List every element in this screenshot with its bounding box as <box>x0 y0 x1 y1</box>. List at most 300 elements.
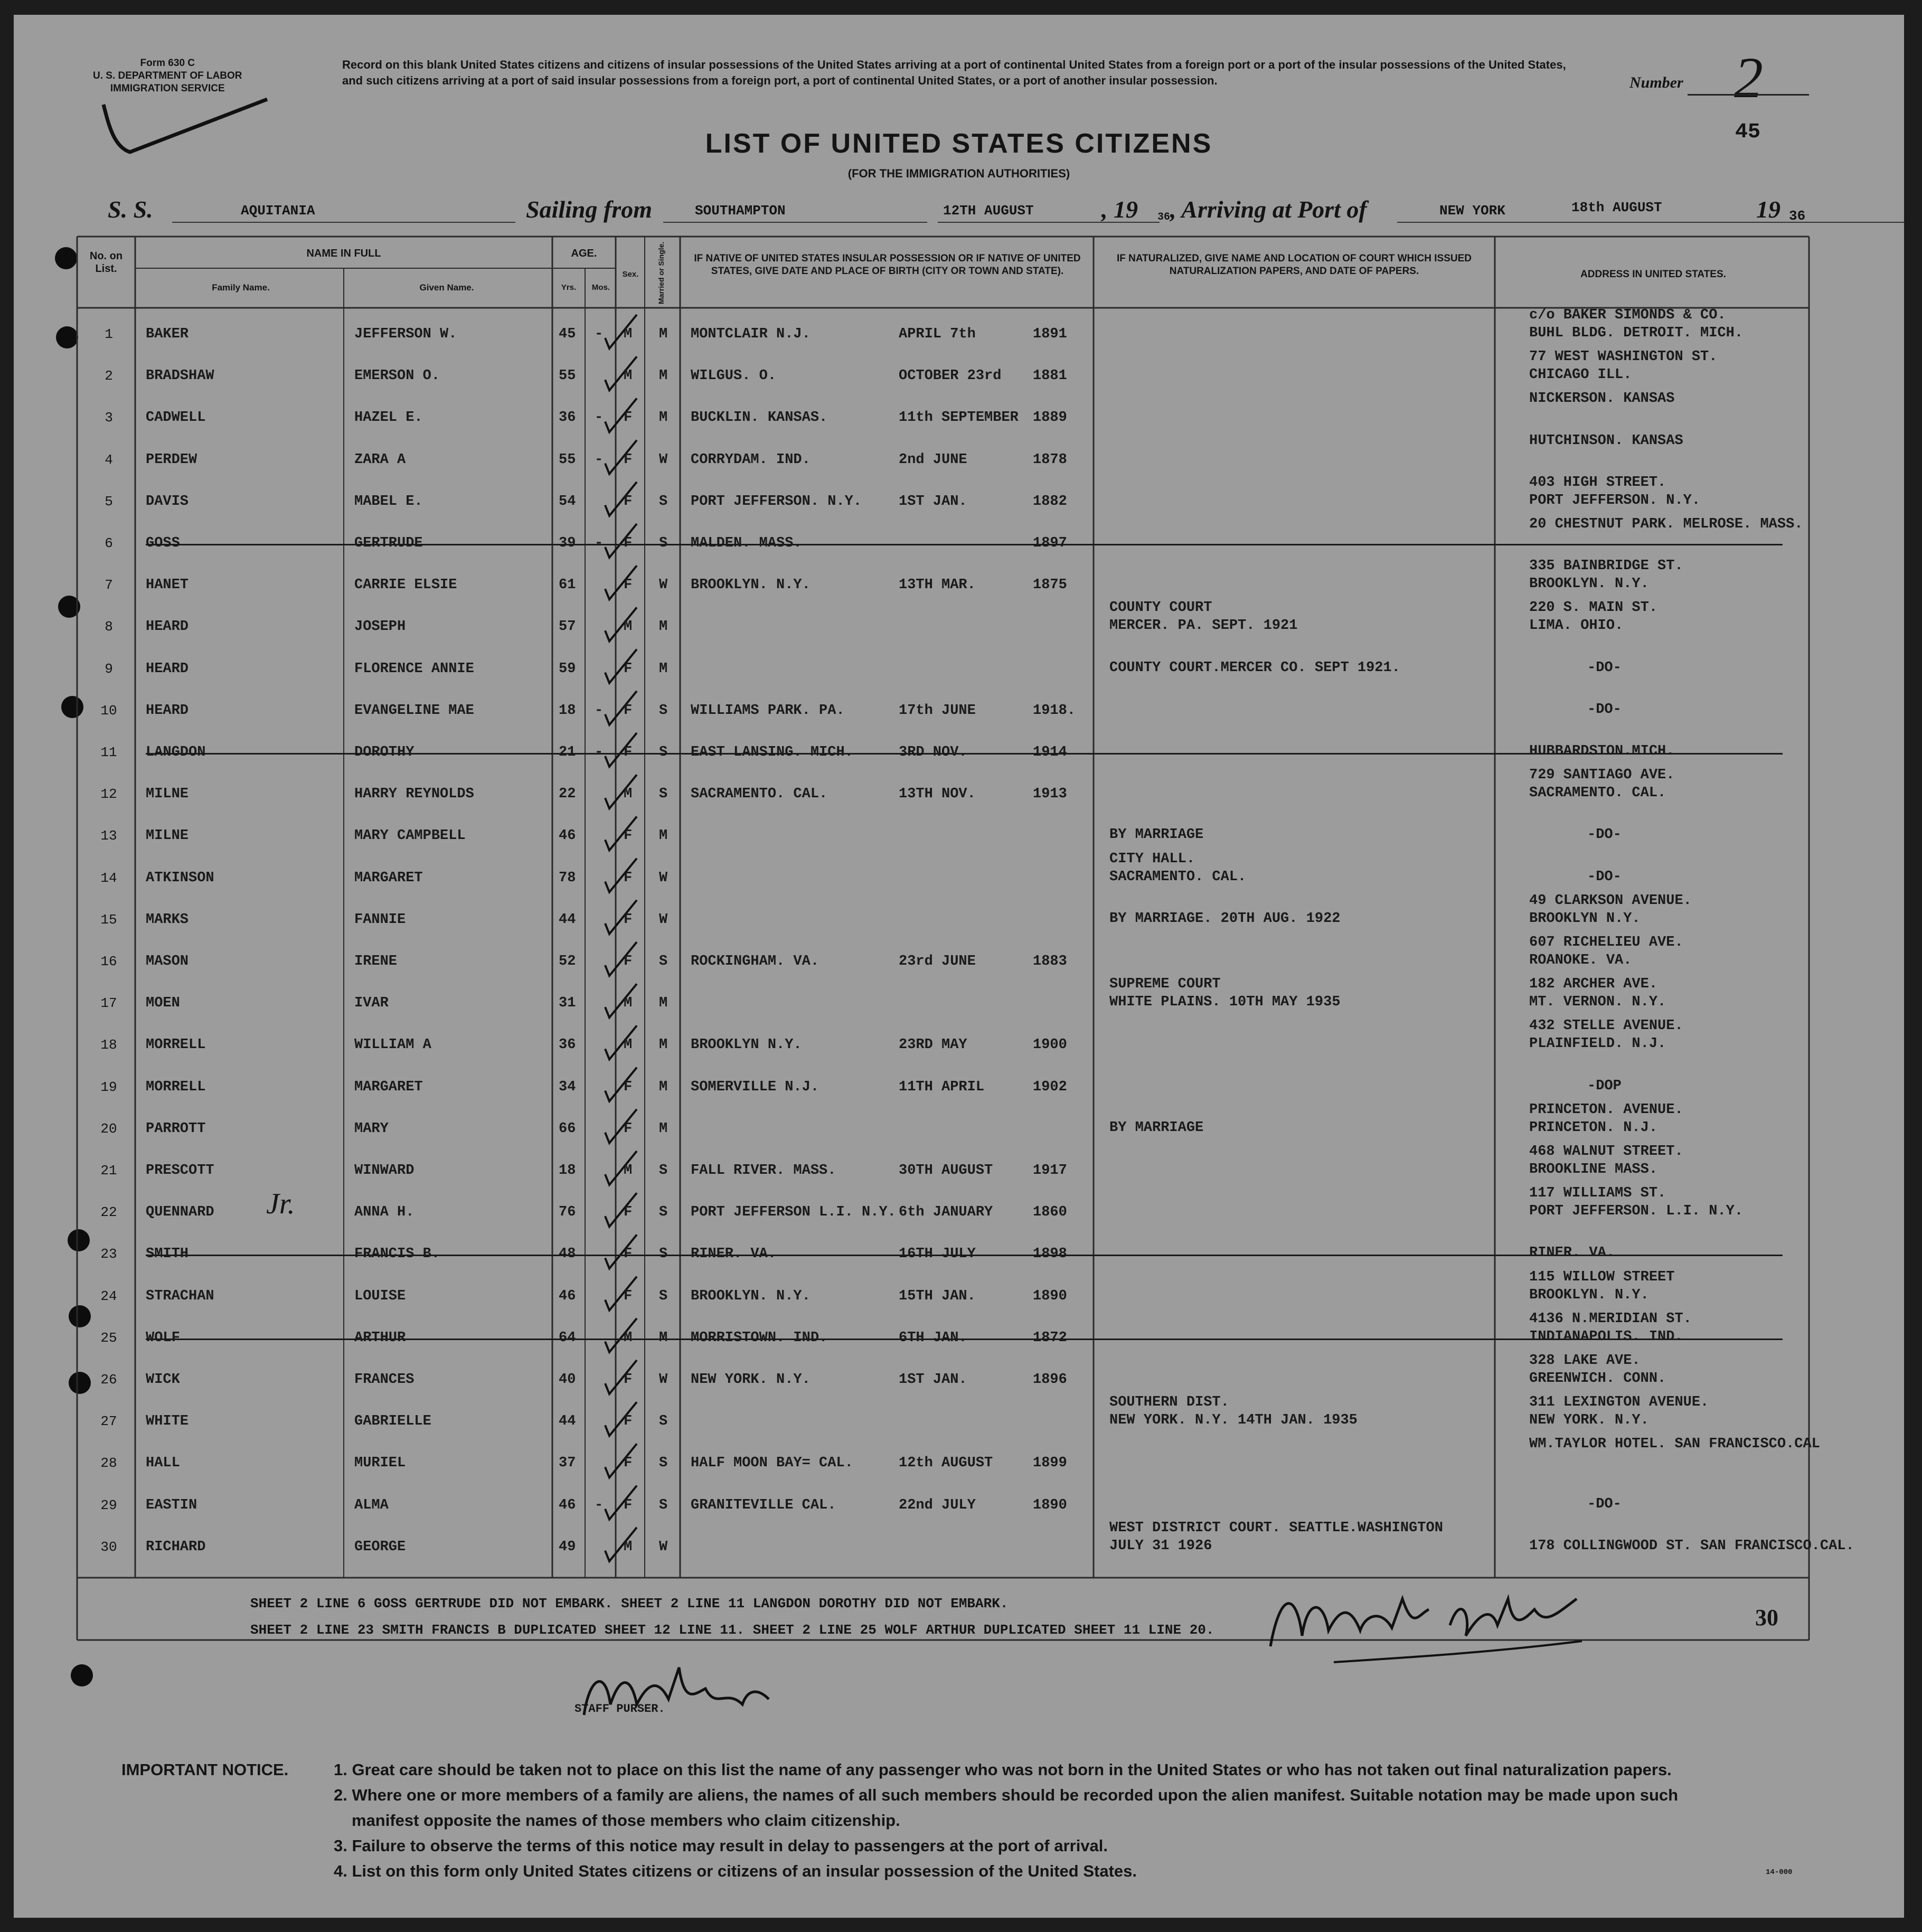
address-line-2: RINER. VA. <box>1529 1245 1615 1261</box>
marital-status: S <box>659 1204 668 1221</box>
underline <box>663 222 927 223</box>
family-name: MARKS <box>146 911 189 928</box>
staff-purser-label: STAFF PURSER. <box>574 1702 665 1716</box>
birth-place: ROCKINGHAM. VA. <box>691 954 819 969</box>
row-number: 6 <box>105 535 113 551</box>
notice-item-3: 3. Failure to observe the terms of this notice may result in delay to passengers at the port of arrival. <box>334 1836 1108 1855</box>
address-line-1: 117 WILLIAMS ST. <box>1529 1185 1666 1202</box>
birth-place: EAST LANSING. MICH. <box>691 744 853 760</box>
birth-date: 1ST JAN. <box>899 1372 967 1388</box>
row-number: 29 <box>100 1497 117 1513</box>
sex: F <box>624 828 633 844</box>
birth-date: 13TH MAR. <box>899 577 976 593</box>
naturalization-details: COUNTY COURT.MERCER CO. SEPT 1921. <box>1109 659 1400 676</box>
birth-date: 11th SEPTEMBER <box>899 410 1019 426</box>
age-years: 44 <box>559 1413 576 1430</box>
marital-status: W <box>659 911 668 928</box>
marital-status: S <box>659 1455 668 1472</box>
given-name: DOROTHY <box>354 744 414 760</box>
naturalization-details: BY MARRIAGE. 20TH AUG. 1922 <box>1109 910 1341 927</box>
marital-status: M <box>659 1120 668 1137</box>
family-name: STRACHAN <box>146 1288 214 1304</box>
family-name: BRADSHAW <box>146 368 214 384</box>
marital-status: S <box>659 1497 668 1513</box>
birth-place: MORRISTOWN. IND. <box>691 1330 828 1346</box>
underline <box>1397 222 1904 223</box>
given-name: MARGARET <box>354 870 423 886</box>
birth-year: 1882 <box>1033 493 1067 510</box>
row-number: 23 <box>100 1246 117 1262</box>
family-name: EASTIN <box>146 1497 197 1513</box>
marital-status: S <box>659 493 668 510</box>
sex: F <box>624 1455 633 1472</box>
given-name: LOUISE <box>354 1288 406 1304</box>
row-number: 1 <box>105 326 113 342</box>
birth-year: 1896 <box>1033 1372 1067 1388</box>
age-years: 22 <box>559 786 576 803</box>
birth-year: 1878 <box>1033 451 1067 468</box>
age-months: - <box>595 326 604 342</box>
row-number: 7 <box>105 577 113 593</box>
birth-year: 1890 <box>1033 1288 1067 1304</box>
sex: M <box>624 786 633 803</box>
marital-status: S <box>659 1163 668 1179</box>
marital-status: W <box>659 451 668 468</box>
sex: M <box>624 1037 633 1053</box>
age-years: 34 <box>559 1079 576 1095</box>
marital-status: W <box>659 577 668 593</box>
birth-place: SACRAMENTO. CAL. <box>691 786 828 803</box>
address-line-2: -DO- <box>1587 869 1622 885</box>
family-name: DAVIS <box>146 493 189 510</box>
age-years: 59 <box>559 661 576 677</box>
number-label: Number <box>1629 74 1683 91</box>
age-months: - <box>595 1497 604 1513</box>
sex: M <box>624 368 633 384</box>
notice-item-2-cont: manifest opposite the names of those members who claim citizenship. <box>352 1811 900 1830</box>
address-line-2: -DO- <box>1587 827 1622 843</box>
sex: F <box>624 1246 633 1262</box>
marital-status: W <box>659 870 668 886</box>
birth-year: 1890 <box>1033 1497 1067 1513</box>
birth-place: NEW YORK. N.Y. <box>691 1372 811 1388</box>
row-number: 27 <box>100 1413 117 1430</box>
marital-status: W <box>659 1372 668 1388</box>
given-name: MARY <box>354 1120 389 1137</box>
sex: F <box>624 911 633 928</box>
family-name: BAKER <box>146 326 189 342</box>
annotation-note-2: SHEET 2 LINE 23 SMITH FRANCIS B DUPLICATED SHEET 12 LINE 11. SHEET 2 LINE 25 WOLF ARTHUR DUPLICATED SHEET 11 LINE 20. <box>250 1622 1214 1638</box>
family-name: HALL <box>146 1455 180 1472</box>
family-name: HANET <box>146 577 189 593</box>
punch-hole <box>71 1664 93 1686</box>
family-name: MOEN <box>146 995 180 1012</box>
marital-status: M <box>659 995 668 1012</box>
inspector-signature <box>1260 1578 1598 1673</box>
service-name: IMMIGRATION SERVICE <box>110 83 225 94</box>
age-years: 31 <box>559 995 576 1012</box>
birth-date: 11TH APRIL <box>899 1079 985 1095</box>
age-months: - <box>595 410 604 426</box>
address-line-1: HUTCHINSON. KANSAS <box>1529 432 1683 449</box>
naturalization-details: BY MARRIAGE <box>1109 827 1204 843</box>
family-name: WHITE <box>146 1413 189 1430</box>
age-years: 21 <box>559 744 576 760</box>
marital-status: M <box>659 368 668 384</box>
given-name: HARRY REYNOLDS <box>354 786 474 803</box>
address-line-1: 20 CHESTNUT PARK. MELROSE. MASS. <box>1529 516 1803 532</box>
birth-place: CORRYDAM. IND. <box>691 451 811 468</box>
given-name: JOSEPH <box>354 619 406 635</box>
row-number: 3 <box>105 410 113 426</box>
birth-date: OCTOBER 23rd <box>899 368 1002 384</box>
row-number: 15 <box>100 911 117 928</box>
port-to: NEW YORK <box>1439 203 1505 219</box>
arrive-date: 18th AUGUST <box>1571 200 1662 215</box>
sex: F <box>624 1372 633 1388</box>
row-number: 26 <box>100 1372 117 1388</box>
strike-through-line <box>146 1339 1783 1340</box>
col-header-age: AGE. <box>571 248 597 259</box>
birth-date: 12th AUGUST <box>899 1455 993 1472</box>
family-name: LANGDON <box>146 744 206 760</box>
sex: M <box>624 326 633 342</box>
age-years: 36 <box>559 1037 576 1053</box>
row-number: 18 <box>100 1037 117 1053</box>
address-line-2: PORT JEFFERSON. N.Y. <box>1529 492 1701 508</box>
age-years: 46 <box>559 1288 576 1304</box>
birth-year: 1917 <box>1033 1163 1067 1179</box>
birth-place: GRANITEVILLE CAL. <box>691 1497 836 1513</box>
birth-year: 1898 <box>1033 1246 1067 1262</box>
ss-label: S. S. <box>108 196 153 223</box>
marital-status: M <box>659 828 668 844</box>
age-years: 46 <box>559 1497 576 1513</box>
notice-item-1: 1. Great care should be taken not to place on this list the name of any passenger who was not born in the United States or who has not taken out final naturalization papers. <box>334 1760 1672 1779</box>
row-number: 13 <box>100 828 117 844</box>
sex: M <box>624 995 633 1012</box>
given-name: CARRIE ELSIE <box>354 577 457 593</box>
family-name: RICHARD <box>146 1539 206 1555</box>
address-line-2: INDIANAPOLIS. IND. <box>1529 1328 1683 1345</box>
row-number: 25 <box>100 1330 117 1346</box>
given-name: WINWARD <box>354 1163 414 1179</box>
birth-place: BUCKLIN. KANSAS. <box>691 410 828 426</box>
arriving-label: , Arriving at Port of <box>1170 196 1367 223</box>
family-name: HEARD <box>146 661 189 677</box>
age-years: 55 <box>559 368 576 384</box>
annotation-note-1: SHEET 2 LINE 6 GOSS GERTRUDE DID NOT EMBARK. SHEET 2 LINE 11 LANGDON DOROTHY DID NOT EMBARK. <box>250 1596 1009 1611</box>
birth-date: 3RD NOV. <box>899 744 967 760</box>
marital-status: S <box>659 1246 668 1262</box>
birth-place: MONTCLAIR N.J. <box>691 326 811 342</box>
family-name: MILNE <box>146 786 189 803</box>
address-line-2: BROOKLYN. N.Y. <box>1529 576 1649 592</box>
sex: F <box>624 410 633 426</box>
notice-item-2: 2. Where one or more members of a family are aliens, the names of all such members should be recorded upon the alien manifest. Suitable notation may be made upon such <box>334 1786 1679 1804</box>
age-years: 76 <box>559 1204 576 1221</box>
birth-year: 1889 <box>1033 410 1067 426</box>
birth-date: 13TH NOV. <box>899 786 976 803</box>
marital-status: S <box>659 1413 668 1430</box>
birth-place: MALDEN. MASS. <box>691 535 802 551</box>
marital-status: M <box>659 1330 668 1346</box>
age-years: 57 <box>559 619 576 635</box>
sex: M <box>624 1330 633 1346</box>
punch-hole <box>55 247 77 269</box>
row-number: 24 <box>100 1288 117 1304</box>
age-months: - <box>595 744 604 760</box>
birth-place: BROOKLYN. N.Y. <box>691 1288 811 1304</box>
row-number: 2 <box>105 368 113 384</box>
marital-status: S <box>659 535 668 551</box>
naturalization-details: NEW YORK. N.Y. 14TH JAN. 1935 <box>1109 1412 1358 1429</box>
given-name: ZARA A <box>354 451 406 468</box>
naturalization-court: CITY HALL. <box>1109 851 1195 867</box>
sex: F <box>624 702 633 719</box>
sex: F <box>624 1288 633 1304</box>
given-name: ARTHUR <box>354 1330 406 1346</box>
sailing-label: Sailing from <box>526 196 653 223</box>
sheet-count: 45 <box>1735 120 1761 144</box>
total-count: 30 <box>1755 1605 1778 1631</box>
birth-place: SOMERVILLE N.J. <box>691 1079 819 1095</box>
birth-year: 1918. <box>1033 702 1076 719</box>
given-name: FANNIE <box>354 911 406 928</box>
age-years: 64 <box>559 1330 576 1346</box>
age-years: 61 <box>559 577 576 593</box>
row-number: 21 <box>100 1163 117 1179</box>
family-name: WOLF <box>146 1330 180 1346</box>
given-name: ALMA <box>354 1497 389 1513</box>
punch-hole <box>56 326 78 348</box>
family-name: GOSS <box>146 535 180 551</box>
given-name: MURIEL <box>354 1455 406 1472</box>
birth-place: BROOKLYN. N.Y. <box>691 577 811 593</box>
family-name: MASON <box>146 954 189 969</box>
address-line-2: 178 COLLINGWOOD ST. SAN FRANCISCO.CAL. <box>1529 1538 1854 1554</box>
family-name: MORRELL <box>146 1079 206 1095</box>
marital-status: M <box>659 619 668 635</box>
age-years: 66 <box>559 1120 576 1137</box>
col-header-given: Given Name. <box>419 282 474 293</box>
family-name: WICK <box>146 1372 180 1388</box>
given-name: IVAR <box>354 995 389 1012</box>
birth-year: 1860 <box>1033 1204 1067 1221</box>
birth-place: WILLIAMS PARK. PA. <box>691 702 845 719</box>
sail-date: 12TH AUGUST <box>943 203 1034 219</box>
address-line-2: BUHL BLDG. DETROIT. MICH. <box>1529 325 1744 341</box>
sex: F <box>624 451 633 468</box>
family-name: QUENNARD <box>146 1204 214 1221</box>
marital-status: S <box>659 744 668 760</box>
birth-year: 1897 <box>1033 535 1067 551</box>
address-line-2: -DO- <box>1587 701 1622 718</box>
col-header-name: NAME IN FULL <box>306 248 381 259</box>
address-line-2: CHICAGO ILL. <box>1529 367 1632 383</box>
manifest-page <box>14 15 1904 1918</box>
col-header-yrs: Yrs. <box>561 283 577 292</box>
marital-status: S <box>659 786 668 803</box>
col-header-family: Family Name. <box>212 282 270 293</box>
address-line-2: SACRAMENTO. CAL. <box>1529 785 1666 802</box>
given-name: IRENE <box>354 954 398 969</box>
row-number: 22 <box>100 1204 117 1221</box>
marital-status: S <box>659 702 668 719</box>
naturalization-court: SUPREME COURT <box>1109 976 1221 993</box>
age-years: 39 <box>559 535 576 551</box>
given-name: EVANGELINE MAE <box>354 702 474 719</box>
address-line-1: c/o BAKER SIMONDS & CO. <box>1529 307 1726 323</box>
department-name: U. S. DEPARTMENT OF LABOR <box>93 70 242 81</box>
age-years: 54 <box>559 493 576 510</box>
birth-date: 16TH JULY <box>899 1246 976 1262</box>
marital-status: M <box>659 410 668 426</box>
junior-annotation: Jr. <box>266 1188 295 1220</box>
birth-date: 6th JANUARY <box>899 1204 993 1221</box>
sex: F <box>624 1497 633 1513</box>
address-line-1: 4136 N.MERIDIAN ST. <box>1529 1311 1692 1327</box>
sex: F <box>624 577 633 593</box>
age-years: 46 <box>559 828 576 844</box>
address-line-1: WM.TAYLOR HOTEL. SAN FRANCISCO.CAL <box>1529 1436 1820 1453</box>
birth-year: 1891 <box>1033 326 1067 342</box>
birth-place: PORT JEFFERSON. N.Y. <box>691 493 862 510</box>
age-years: 18 <box>559 702 576 719</box>
sex: M <box>624 619 633 635</box>
age-years: 44 <box>559 911 576 928</box>
row-number: 4 <box>105 451 113 468</box>
birth-date: 6TH JAN. <box>899 1330 967 1346</box>
birth-year: 1913 <box>1033 786 1067 803</box>
sex: M <box>624 1539 633 1555</box>
birth-year: 1902 <box>1033 1079 1067 1095</box>
naturalization-details: BY MARRIAGE <box>1109 1119 1204 1136</box>
col-header-naturalized: IF NATURALIZED, GIVE NAME AND LOCATION OF COURT WHICH ISSUED NATURALIZATION PAPERS, AND DATE OF PAPERS. <box>1116 253 1472 277</box>
address-line-2: -DO- <box>1587 659 1622 676</box>
naturalization-details: JULY 31 1926 <box>1109 1538 1212 1554</box>
address-line-1: 77 WEST WASHINGTON ST. <box>1529 349 1718 365</box>
address-line-2: PORT JEFFERSON. L.I. N.Y. <box>1529 1203 1744 1220</box>
marital-status: M <box>659 661 668 677</box>
arrive-year-prefix: 19 <box>1756 196 1780 223</box>
address-line-1: 182 ARCHER AVE. <box>1529 976 1658 993</box>
given-name: EMERSON O. <box>354 368 440 384</box>
given-name: FRANCES <box>354 1372 414 1388</box>
address-line-1: 468 WALNUT STREET. <box>1529 1144 1683 1160</box>
age-years: 18 <box>559 1163 576 1179</box>
address-line-2: HUBBARDSTON.MICH. <box>1529 743 1675 759</box>
family-name: HEARD <box>146 702 189 719</box>
sex: F <box>624 954 633 969</box>
address-line-2: PLAINFIELD. N.J. <box>1529 1036 1666 1052</box>
address-line-1: 115 WILLOW STREET <box>1529 1269 1675 1285</box>
family-name: CADWELL <box>146 410 206 426</box>
row-number: 11 <box>100 744 117 760</box>
address-line-2: MT. VERNON. N.Y. <box>1529 994 1666 1011</box>
sex: F <box>624 744 633 760</box>
row-number: 9 <box>105 661 113 677</box>
age-years: 49 <box>559 1539 576 1555</box>
number-underline <box>1688 94 1809 96</box>
given-name: GEORGE <box>354 1539 406 1555</box>
birth-date: 23RD MAY <box>899 1037 967 1053</box>
given-name: HAZEL E. <box>354 410 423 426</box>
family-name: MORRELL <box>146 1037 206 1053</box>
col-header-address: ADDRESS IN UNITED STATES. <box>1580 269 1726 280</box>
page-title: LIST OF UNITED STATES CITIZENS <box>705 128 1213 159</box>
family-name: HEARD <box>146 619 189 635</box>
age-years: 55 <box>559 451 576 468</box>
naturalization-court: SOUTHERN DIST. <box>1109 1394 1229 1411</box>
page-subtitle: (FOR THE IMMIGRATION AUTHORITIES) <box>847 167 1070 180</box>
form-number: Form 630 C <box>140 58 195 69</box>
given-name: MARGARET <box>354 1079 423 1095</box>
given-name: MARY CAMPBELL <box>354 828 466 844</box>
age-years: 45 <box>559 326 576 342</box>
address-line-2: ROANOKE. VA. <box>1529 953 1632 968</box>
birth-year: 1883 <box>1033 954 1067 969</box>
address-line-2: -DOP <box>1587 1078 1622 1094</box>
birth-year: 1875 <box>1033 577 1067 593</box>
address-line-1: NICKERSON. KANSAS <box>1529 391 1675 407</box>
address-line-2: -DO- <box>1587 1496 1622 1512</box>
address-line-1: 432 STELLE AVENUE. <box>1529 1018 1683 1034</box>
age-years: 52 <box>559 954 576 969</box>
form-identifier <box>93 57 242 95</box>
address-line-2: BROOKLINE MASS. <box>1529 1162 1658 1177</box>
address-line-2: GREENWICH. CONN. <box>1529 1371 1666 1387</box>
notice-item-4: 4. List on this form only United States citizens or citizens of an insular possession of the United States. <box>334 1862 1137 1880</box>
marital-status: M <box>659 1037 668 1053</box>
sex: F <box>624 535 633 551</box>
col-header-birth: IF NATIVE OF UNITED STATES INSULAR POSSESSION OR IF NATIVE OF UNITED STATES, GIVE DATE AND PLACE OF BIRTH (CITY OR TOWN AND STATE). <box>694 253 1081 277</box>
address-line-1: 335 BAINBRIDGE ST. <box>1529 558 1683 574</box>
given-name: FLORENCE ANNIE <box>354 661 474 677</box>
given-name: FRANCIS B. <box>354 1246 440 1262</box>
sex: F <box>624 661 633 677</box>
sex: F <box>624 1413 633 1430</box>
given-name: MABEL E. <box>354 493 423 510</box>
sex: M <box>624 1163 633 1179</box>
row-number: 5 <box>105 493 113 510</box>
address-line-2: BROOKLYN N.Y. <box>1529 910 1641 927</box>
col-header-mos: Mos. <box>591 283 610 292</box>
given-name: ANNA H. <box>354 1204 414 1221</box>
given-name: WILLIAM A <box>354 1037 431 1053</box>
birth-place: HALF MOON BAY= CAL. <box>691 1455 853 1472</box>
birth-date: 23rd JUNE <box>899 954 976 969</box>
birth-place: WILGUS. O. <box>691 368 777 384</box>
birth-year: 1899 <box>1033 1455 1067 1472</box>
naturalization-court: WEST DISTRICT COURT. SEATTLE.WASHINGTON <box>1109 1520 1443 1536</box>
given-name: GABRIELLE <box>354 1413 431 1430</box>
family-name: SMITH <box>146 1246 189 1262</box>
address-line-1: 403 HIGH STREET. <box>1529 474 1666 491</box>
address-line-2: NEW YORK. N.Y. <box>1529 1412 1649 1429</box>
sex: F <box>624 1079 633 1095</box>
naturalization-court: COUNTY COURT <box>1109 600 1212 616</box>
birth-date: 2nd JUNE <box>899 451 967 468</box>
marital-status: M <box>659 1079 668 1095</box>
family-name: PRESCOTT <box>146 1163 214 1179</box>
port-from: SOUTHAMPTON <box>695 203 786 219</box>
birth-year: 1881 <box>1033 368 1067 384</box>
birth-date: APRIL 7th <box>899 326 976 342</box>
age-years: 40 <box>559 1372 576 1388</box>
family-name: PARROTT <box>146 1120 206 1137</box>
birth-place: RINER. VA. <box>691 1246 777 1262</box>
